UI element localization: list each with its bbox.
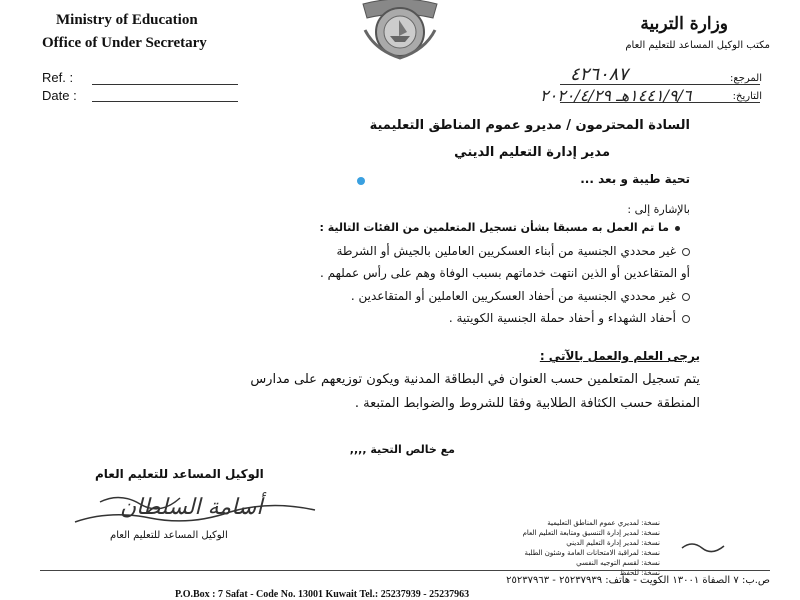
addressee-line-1: السادة المحترمون / مديرو عموم المناطق التعليمية <box>369 118 690 133</box>
initials-mark <box>680 540 730 556</box>
copies-list <box>523 518 660 578</box>
blue-dot <box>357 177 365 185</box>
reference-intro: ما تم العمل به مسبقا بشأن تسجيل المتعلمين من الفئات التالية : <box>319 221 680 234</box>
footer-arabic: ص.ب: ٧ الصفاة ١٣٠٠١ الكويت - هاتف: ٢٥٢٣٧٩٣٩ - ٢٥٢٣٧٩٦٣ <box>506 575 770 586</box>
copy-item: نسخة: لمديري عموم المناطق التعليمية <box>547 519 660 527</box>
ref-value: ٤٢٦٠٨٧ <box>570 64 629 85</box>
signature: أسامة السلطان <box>120 495 263 520</box>
date-value: ١٤٤١/٩/٦هـ ٢٠٢٠/٤/٢٩ <box>540 86 692 105</box>
date-line-en <box>92 101 238 102</box>
reference-item: غير محددي الجنسية من أحفاد العسكريين العاملين أو المتقاعدين . <box>351 289 690 303</box>
signature-scribble <box>70 490 320 530</box>
office-title-ar: مكتب الوكيل المساعد للتعليم العام <box>625 40 770 51</box>
reference-item: أحفاد الشهداء و أحفاد حملة الجنسية الكويتية . <box>449 311 690 325</box>
request-heading: يرجى العلم والعمل بالآتي : <box>539 349 700 363</box>
office-title-en: Office of Under Secretary <box>42 35 207 51</box>
ref-label-ar: المرجع: <box>730 73 762 84</box>
kuwait-emblem-icon <box>355 0 445 62</box>
date-label-en: Date : <box>42 88 77 103</box>
greeting: تحية طيبة و بعد ... <box>580 172 690 186</box>
copy-item: نسخة: لمدير إدارة التعليم الديني <box>566 539 660 547</box>
reference-label: بالإشارة إلى : <box>627 203 690 216</box>
addressee-line-2: مدير إدارة التعليم الديني <box>454 145 610 160</box>
copy-item: نسخة: لمراقبة الامتحانات العامة وشئون الطلبة <box>524 549 660 557</box>
copy-item: نسخة: لمدير إدارة التنسيق ومتابعة التعليم العام <box>522 529 660 537</box>
reference-item: غير محددي الجنسية من أبناء العسكريين العاملين بالجيش أو الشرطة <box>337 244 691 258</box>
request-line-1: يتم تسجيل المتعلمين حسب العنوان في البطاقة المدنية ويكون توزيعهم على مدارس <box>250 372 700 387</box>
closing: مع خالص التحية ,,,, <box>349 443 455 456</box>
footer-divider <box>40 570 770 571</box>
signatory-printed-title: الوكيل المساعد للتعليم العام <box>110 530 228 541</box>
ministry-title-ar: وزارة التربية <box>640 14 728 34</box>
ministry-title-en: Ministry of Education <box>56 12 198 28</box>
footer-english: P.O.Box : 7 Safat - Code No. 13001 Kuwait Tel.: 25237939 - 25237963 <box>175 589 470 600</box>
copy-item: نسخة: للحفظ <box>619 569 660 577</box>
date-label-ar: التاريخ: <box>732 91 762 102</box>
signatory-title: الوكيل المساعد للتعليم العام <box>95 467 264 481</box>
ref-label-en: Ref. : <box>42 70 74 85</box>
ref-line-en <box>92 84 238 85</box>
request-line-2: المنطقة حسب الكثافة الطلابية وفقا للشروط والضوابط المتبعة . <box>354 396 700 411</box>
reference-item-continued: أو المتقاعدين أو الذين انتهت خدماتهم بسبب الوفاة وهم على رأس عملهم . <box>319 266 690 280</box>
copy-item: نسخة: لقسم التوجيه النفسي <box>576 559 660 567</box>
